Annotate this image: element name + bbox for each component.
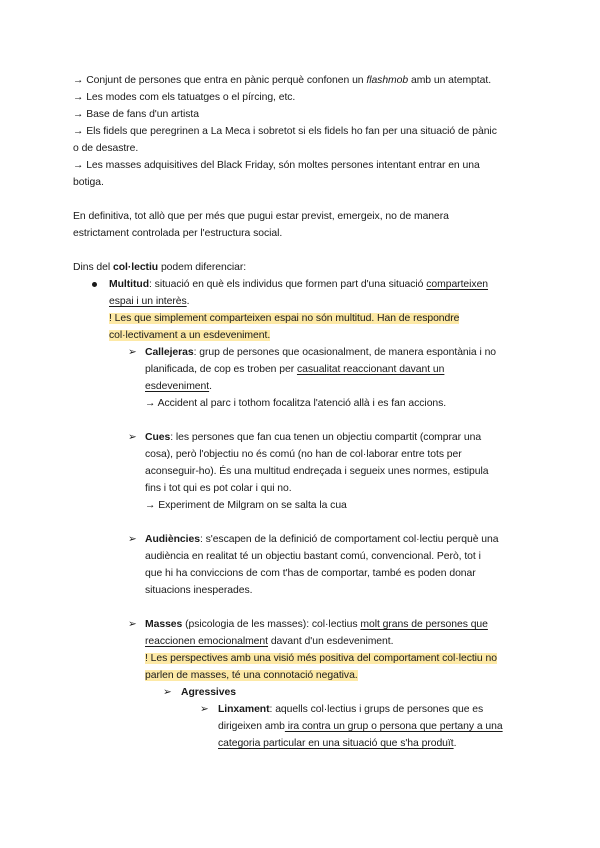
arrow-icon: → [73, 126, 84, 137]
arrow-icon: → [73, 75, 84, 86]
definitiva-line-1: En definitiva, tot allò que per més que pugui estar previst, emergeix, no de manera [73, 211, 449, 222]
example-line-blackfriday: → Les masses adquisitives del Black Friday, són moltes persones intentant entrar en una [73, 160, 480, 171]
chevron-icon: ➢ [128, 619, 137, 630]
multitud-line-2: espai i un interès. [109, 296, 190, 307]
chevron-icon: ➢ [128, 432, 137, 443]
cues-line-4: fins i tot qui es pot colar i qui no. [145, 483, 292, 494]
multitud-line-1: Multitud: situació en què els individus que formen part d'una situació comparteixen [109, 279, 489, 290]
example-line-meca-cont: o de desastre. [73, 143, 139, 154]
cues-line-1: Cues: les persones que fan cua tenen un objectiu compartit (comprar una [145, 432, 482, 443]
callejeras-line-2: planificada, de cop es troben per casualitat reaccionant davant un [145, 364, 445, 375]
example-line-modes: → Les modes com els tatuatges o el pírcing, etc. [73, 92, 296, 103]
multitud-highlight-2: col·lectivament a un esdeveniment. [109, 330, 271, 341]
masses-line-1: Masses (psicologia de les masses): col·lectius molt grans de persones que [145, 619, 488, 630]
bullet-icon [92, 282, 97, 287]
linxament-line-2: dirigeixen amb ira contra un grup o persona que pertany a una [218, 721, 503, 732]
agressives-label: Agressives [181, 687, 236, 698]
arrow-icon: → [73, 92, 84, 103]
cues-line-2: cosa), però l'objectiu no és comú (no han de col·laborar entre tots per [145, 449, 462, 460]
example-line-flashmob: → Conjunt de persones que entra en pànic perquè confonen un flashmob amb un atemptat. [73, 75, 492, 86]
cues-line-3: aconseguir-ho). És una multitud endreçada i segueix unes normes, estipula [145, 466, 489, 477]
masses-highlight-2: parlen de masses, té una connotació negativa. [145, 670, 358, 681]
audiencies-line-4: situacions inesperades. [145, 585, 253, 596]
chevron-icon: ➢ [128, 534, 137, 545]
callejeras-line-3: esdeveniment. [145, 381, 212, 392]
example-line-fans: → Base de fans d'un artista [73, 109, 199, 120]
audiencies-line-2: audiència en realitat té un objectiu bastant comú, convencional. Però, tot i [145, 551, 481, 562]
definitiva-line-2: estrictament controlada per l'estructura social. [73, 228, 283, 239]
arrow-icon: → [73, 109, 84, 120]
linxament-line-1: Linxament: aquells col·lectius i grups de persones que es [218, 704, 484, 715]
arrow-icon: → [73, 160, 84, 171]
audiencies-line-1: Audiències: s'escapen de la definició de comportament col·lectiu perquè una [145, 534, 499, 545]
callejeras-line-1: Callejeras: grup de persones que ocasionalment, de manera espontània i no [145, 347, 497, 358]
masses-highlight-1: ! Les perspectives amb una visió més positiva del comportament col·lectiu no [145, 653, 497, 664]
cues-example: → Experiment de Milgram on se salta la cua [145, 500, 347, 511]
arrow-icon: → [145, 398, 156, 409]
example-line-blackfriday-cont: botiga. [73, 177, 104, 188]
linxament-line-3: categoria particular en una situació que s'ha produït. [218, 738, 457, 749]
multitud-highlight-1: ! Les que simplement comparteixen espai no són multitud. Han de respondre [109, 313, 460, 324]
chevron-icon: ➢ [128, 347, 137, 358]
audiencies-line-3: que hi ha conviccions de com t'has de comportar, també es poden donar [145, 568, 476, 579]
masses-line-2: reaccionen emocionalment davant d'un esdeveniment. [145, 636, 394, 647]
example-line-meca: → Els fidels que peregrinen a La Meca i sobretot si els fidels ho fan per una situació de pànic [73, 126, 497, 137]
dins-heading: Dins del col·lectiu podem diferenciar: [73, 262, 247, 273]
chevron-icon: ➢ [200, 704, 209, 715]
callejeras-example: → Accident al parc i tothom focalitza l'atenció allà i es fan accions. [145, 398, 447, 409]
arrow-icon: → [145, 500, 156, 511]
chevron-icon: ➢ [163, 687, 172, 698]
